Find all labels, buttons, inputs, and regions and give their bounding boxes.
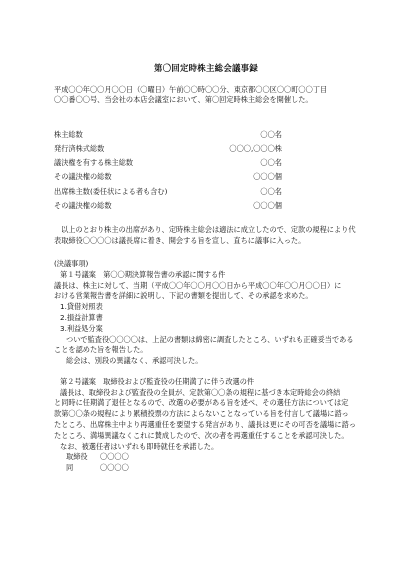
item-line: なお、被選任者はいずれも即時就任を承諾した。 — [60, 441, 219, 451]
spacer — [54, 367, 358, 377]
intro-line: 平成〇〇年〇〇月〇〇日（〇曜日）午前〇〇時〇〇分、東京都〇〇区〇〇町〇〇丁目 — [54, 84, 328, 94]
document-list-item: 3.利益処分案 — [60, 323, 103, 333]
document-list-item: 1.貸借対照表 — [60, 302, 103, 312]
opening-line: 以上のとおり株主の出席があり、定時株主総会は適法に成立したので、定款の規程により代 — [61, 225, 356, 235]
document-list-item: 2.損益計算書 — [60, 312, 103, 322]
stat-row — [54, 157, 358, 171]
item-1 — [54, 270, 358, 367]
stat-value: 〇〇〇個 — [253, 200, 282, 210]
item-2 — [54, 377, 358, 474]
stat-label: 株主総数 — [54, 129, 83, 139]
attendance-stats — [54, 128, 358, 213]
item-line: ついで監査役〇〇〇〇は、上記の書類は綿密に調査したところ、いずれも正確妥当である — [66, 334, 354, 344]
item-title: 第２号議案 取締役および監査役の任期満了に伴う改選の件 — [60, 376, 255, 386]
item-line: と同時に任期満了退任となるので、改選の必要がある旨を述べ、その選任方法については定 — [54, 398, 349, 408]
intro-line: 〇〇番〇〇号、当会社の本店会議室において、第〇回定時株主総会を開催した。 — [54, 95, 313, 105]
stat-label: 議決権を有する株主総数 — [54, 158, 134, 168]
resolutions-heading: (決議事項) — [54, 258, 89, 268]
signatory-row — [54, 463, 358, 474]
signatory-role: 取締役 — [66, 452, 88, 462]
stat-value: 〇〇〇個 — [253, 172, 282, 182]
item-line: おける営業報告書を詳細に説明し、下記の書類を提出して、その承認を求めた。 — [54, 291, 313, 301]
item-line: たところ、出席株主中より再選重任を要望する発言があり、議長は更にその可否を議場に諮っ — [54, 420, 356, 430]
stat-row — [54, 142, 358, 156]
item-line: 款第〇〇条の規程により累積投票の方法によらないことなっている旨を付言して議場に諮っ — [54, 409, 349, 419]
stat-row — [54, 171, 358, 185]
stat-row — [54, 128, 358, 142]
opening-line: 表取締役〇〇〇〇は議長席に着き、開会する旨を宣し、直ちに議事に入った。 — [54, 236, 306, 246]
document-title: 第〇回定時株主総会議事録 — [153, 63, 259, 73]
stat-label: その議決権の総数 — [54, 200, 112, 210]
stat-value: 〇〇名 — [260, 129, 282, 139]
opening-paragraph — [54, 225, 358, 247]
intro-paragraph — [54, 85, 358, 107]
signatory-row — [54, 452, 358, 463]
stat-value: 〇〇名 — [260, 186, 282, 196]
stat-label: 出席株主数(委任状による者も含む) — [54, 186, 168, 196]
item-line: 総会は、別段の異議なく、承認可決した。 — [66, 356, 203, 366]
item-line: ことを認めた旨を報告した。 — [54, 345, 148, 355]
stat-label: その議決権の総数 — [54, 172, 112, 182]
stat-value: 〇〇名 — [260, 158, 282, 168]
stat-row — [54, 199, 358, 213]
stat-label: 発行済株式総数 — [54, 144, 105, 154]
item-title: 第１号議案 第〇〇期決算報告書の承認に関する件 — [60, 269, 226, 279]
signatory-name: 〇〇〇〇 — [100, 463, 129, 473]
stat-row — [54, 185, 358, 199]
item-line: たところ、満場異議なくこれに賛成したので、次の者を再選重任することを承認可決した。 — [54, 430, 349, 440]
stat-value: 〇〇〇,〇〇〇株 — [229, 144, 282, 154]
signatory-role: 同 — [66, 463, 74, 473]
item-line: 議長は、株主に対して、当期（平成〇〇年〇〇月〇〇日から平成〇〇年〇〇月〇〇日）に — [54, 280, 342, 290]
item-line: 議長は、取締役および監査役の全員が、定款第〇〇条の規程に基づき本定時総会の終結 — [60, 387, 341, 397]
signatory-name: 〇〇〇〇 — [100, 452, 129, 462]
